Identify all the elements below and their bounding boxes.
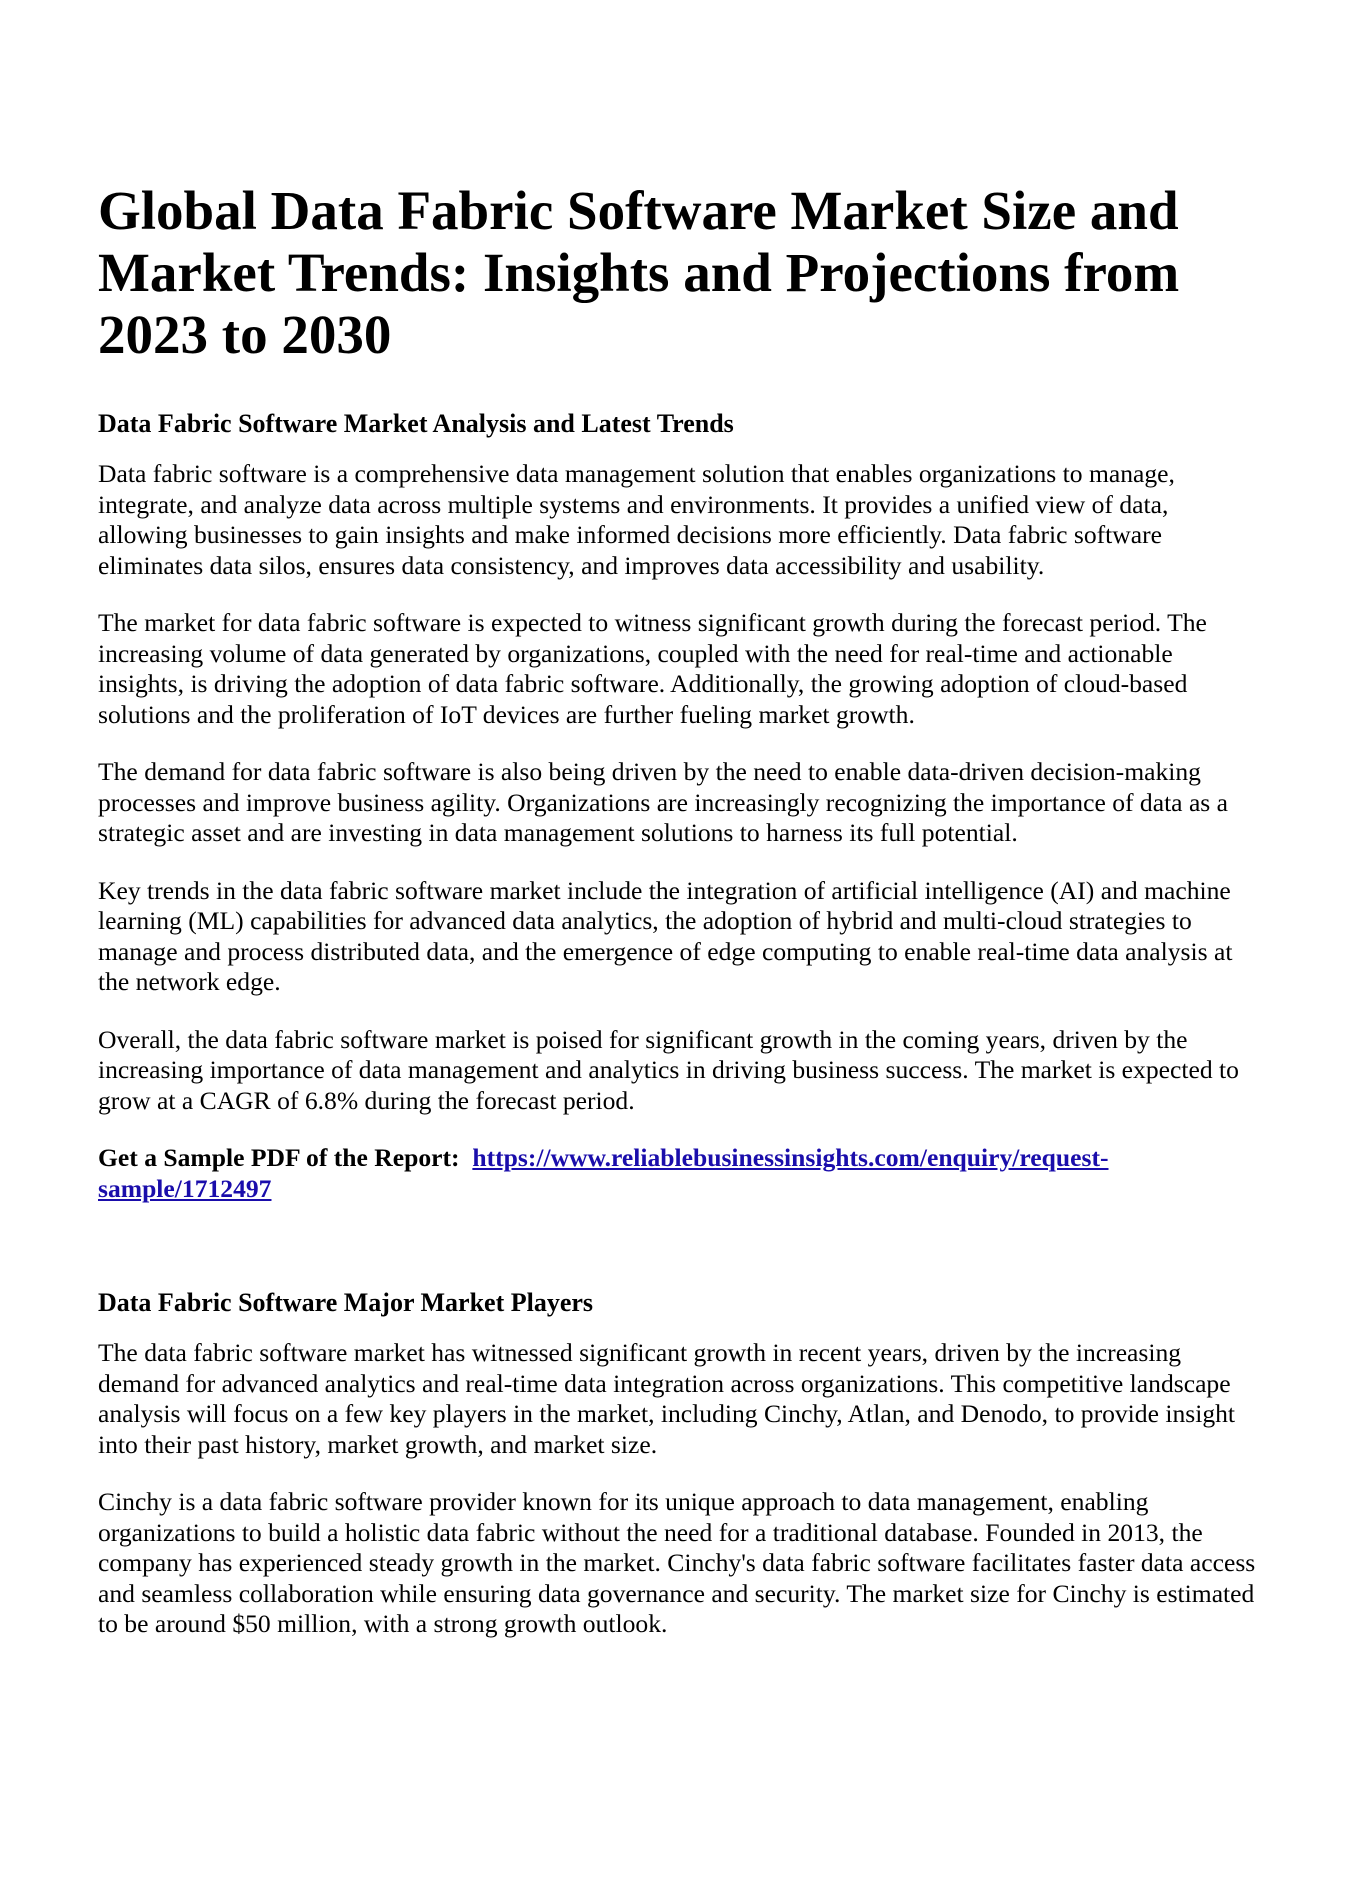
section-heading-analysis: Data Fabric Software Market Analysis and Latest Trends	[98, 409, 734, 438]
paragraph: Key trends in the data fabric software market include the integration of artificial intelligence (AI) and machine learning (ML) capabilities for advanced data analytics, the adoption of hybrid and multi-cloud strategies to manage and process distributed data, and the emergence of edge computing to enable real-time data analysis at the network edge.	[98, 875, 1233, 996]
sample-pdf-line	[98, 1143, 1258, 1204]
paragraph: The demand for data fabric software is also being driven by the need to enable data-driven decision-making processes and improve business agility. Organizations are increasingly recognizing the importance of data as a strategic asset and are investing in data management solutions to harness its full potential.	[98, 757, 1229, 847]
section-market-players	[98, 1288, 1258, 1640]
section-spacer	[98, 1204, 1258, 1288]
paragraph: The data fabric software market has witnessed significant growth in recent years, driven by the increasing demand for advanced analytics and real-time data integration across organizations. This competitive landscape analysis will focus on a few key players in the market, including Cinchy, Atlan, and Denodo, to provide insight into their past history, market growth, and market size.	[98, 1338, 1236, 1459]
page-title: Global Data Fabric Software Market Size and Market Trends: Insights and Projections from 2023 to 2030	[98, 180, 1180, 365]
document-page	[98, 180, 1258, 1667]
paragraph: Data fabric software is a comprehensive data management solution that enables organizations to manage, integrate, and analyze data across multiple systems and environments. It provides a unified view of data, allowing businesses to gain insights and make informed decisions more efficiently. Data fabric software eliminates data silos, ensures data consistency, and improves data accessibility and usability.	[98, 459, 1175, 580]
section-heading-players: Data Fabric Software Major Market Players	[98, 1288, 594, 1317]
sample-pdf-label: Get a Sample PDF of the Report:	[98, 1143, 460, 1172]
section-market-analysis	[98, 409, 1258, 1204]
sample-pdf-link[interactable]: https://www.reliablebusinessinsights.com/enquiry/request-sample/1712497	[98, 1143, 1109, 1203]
paragraph: Overall, the data fabric software market is poised for significant growth in the coming years, driven by the increasing importance of data management and analytics in driving business success. The market is expected to grow at a CAGR of 6.8% during the forecast period.	[98, 1024, 1239, 1115]
paragraph: Cinchy is a data fabric software provider known for its unique approach to data management, enabling organizations to build a holistic data fabric without the need for a traditional database. Founded in 2013, the company has experienced steady growth in the market. Cinchy's data fabric software facilitates faster data access and seamless collaboration while ensuring data governance and security. The market size for Cinchy is estimated to be around $50 million, with a strong growth outlook.	[98, 1487, 1256, 1638]
paragraph: The market for data fabric software is expected to witness significant growth during the forecast period. The increasing volume of data generated by organizations, coupled with the need for real-time and actionable insights, is driving the adoption of data fabric software. Additionally, the growing adoption of cloud-based solutions and the proliferation of IoT devices are further fueling market growth.	[98, 608, 1207, 729]
